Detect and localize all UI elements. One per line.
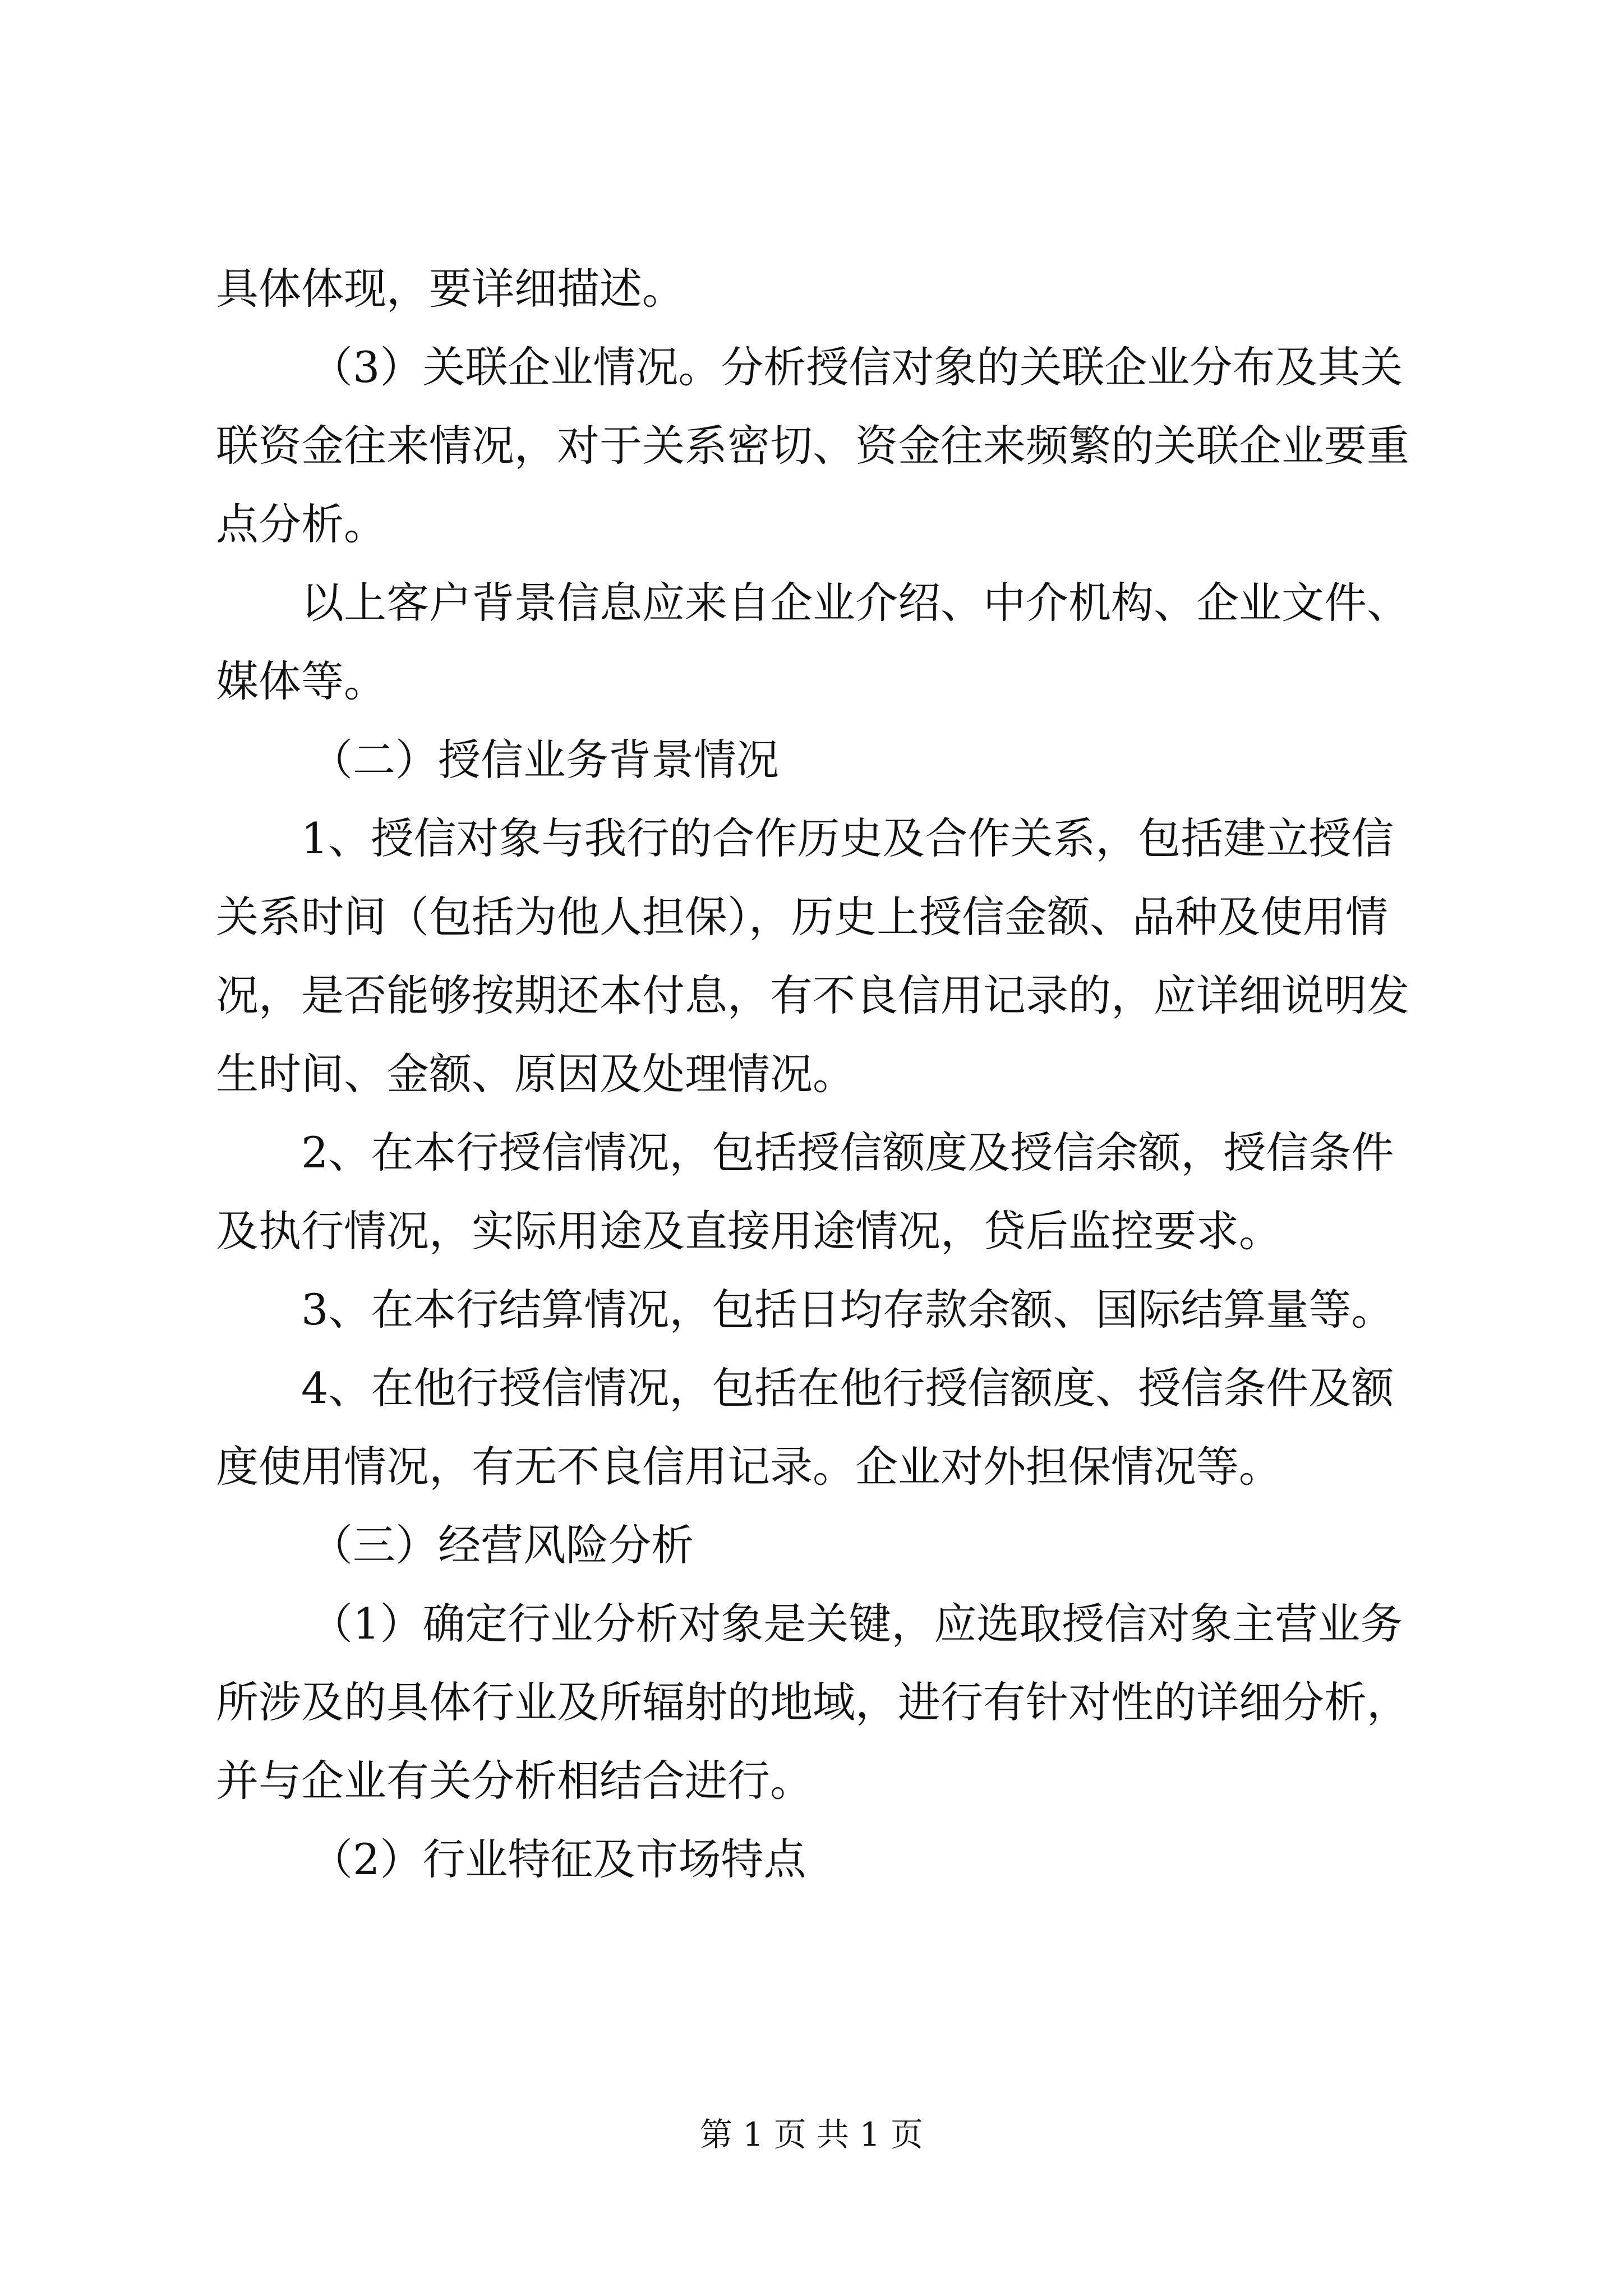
text-line: 况，是否能够按期还本付息，有不良信用记录的，应详细说明发 (216, 970, 1409, 1020)
text-line: 2、在本行授信情况，包括授信额度及授信余额，授信条件 (301, 1128, 1394, 1177)
text-line: 点分析。 (216, 499, 386, 549)
text-line: 1、授信对象与我行的合作历史及合作关系，包括建立授信 (301, 813, 1394, 863)
text-line: 并与企业有关分析相结合进行。 (216, 1756, 813, 1806)
text-line: 4、在他行授信情况，包括在他行授信额度、授信条件及额 (301, 1363, 1394, 1413)
text-line: 媒体等。 (216, 656, 386, 706)
text-line: 及执行情况，实际用途及直接用途情况，贷后监控要求。 (216, 1206, 1281, 1256)
text-line: 度使用情况，有无不良信用记录。企业对外担保情况等。 (216, 1442, 1281, 1492)
text-line: （1）确定行业分析对象是关键，应选取授信对象主营业务 (310, 1599, 1403, 1649)
text-line: 具体体现，要详细描述。 (216, 264, 685, 314)
text-line: 生时间、金额、原因及处理情况。 (216, 1049, 855, 1099)
text-line: （2）行业特征及市场特点 (310, 1834, 806, 1884)
text-line: 联资金往来情况，对于关系密切、资金往来频繁的关联企业要重 (216, 421, 1409, 471)
text-line: 3、在本行结算情况，包括日均存款余额、国际结算量等。 (301, 1285, 1394, 1335)
document-body (216, 250, 1422, 1899)
text-line: 以上客户背景信息应来自企业介绍、中介机构、企业文件、 (301, 578, 1409, 628)
section-heading: （二）授信业务背景情况 (310, 735, 779, 785)
text-line: 关系时间（包括为他人担保），历史上授信金额、品种及使用情 (216, 892, 1388, 942)
text-line: 所涉及的具体行业及所辐射的地域，进行有针对性的详细分析， (216, 1677, 1409, 1727)
text-line: （3）关联企业情况。分析授信对象的关联企业分布及其关 (310, 342, 1403, 392)
page-footer: 第 1 页 共 1 页 (700, 2115, 923, 2154)
section-heading: （三）经营风险分析 (310, 1520, 694, 1570)
